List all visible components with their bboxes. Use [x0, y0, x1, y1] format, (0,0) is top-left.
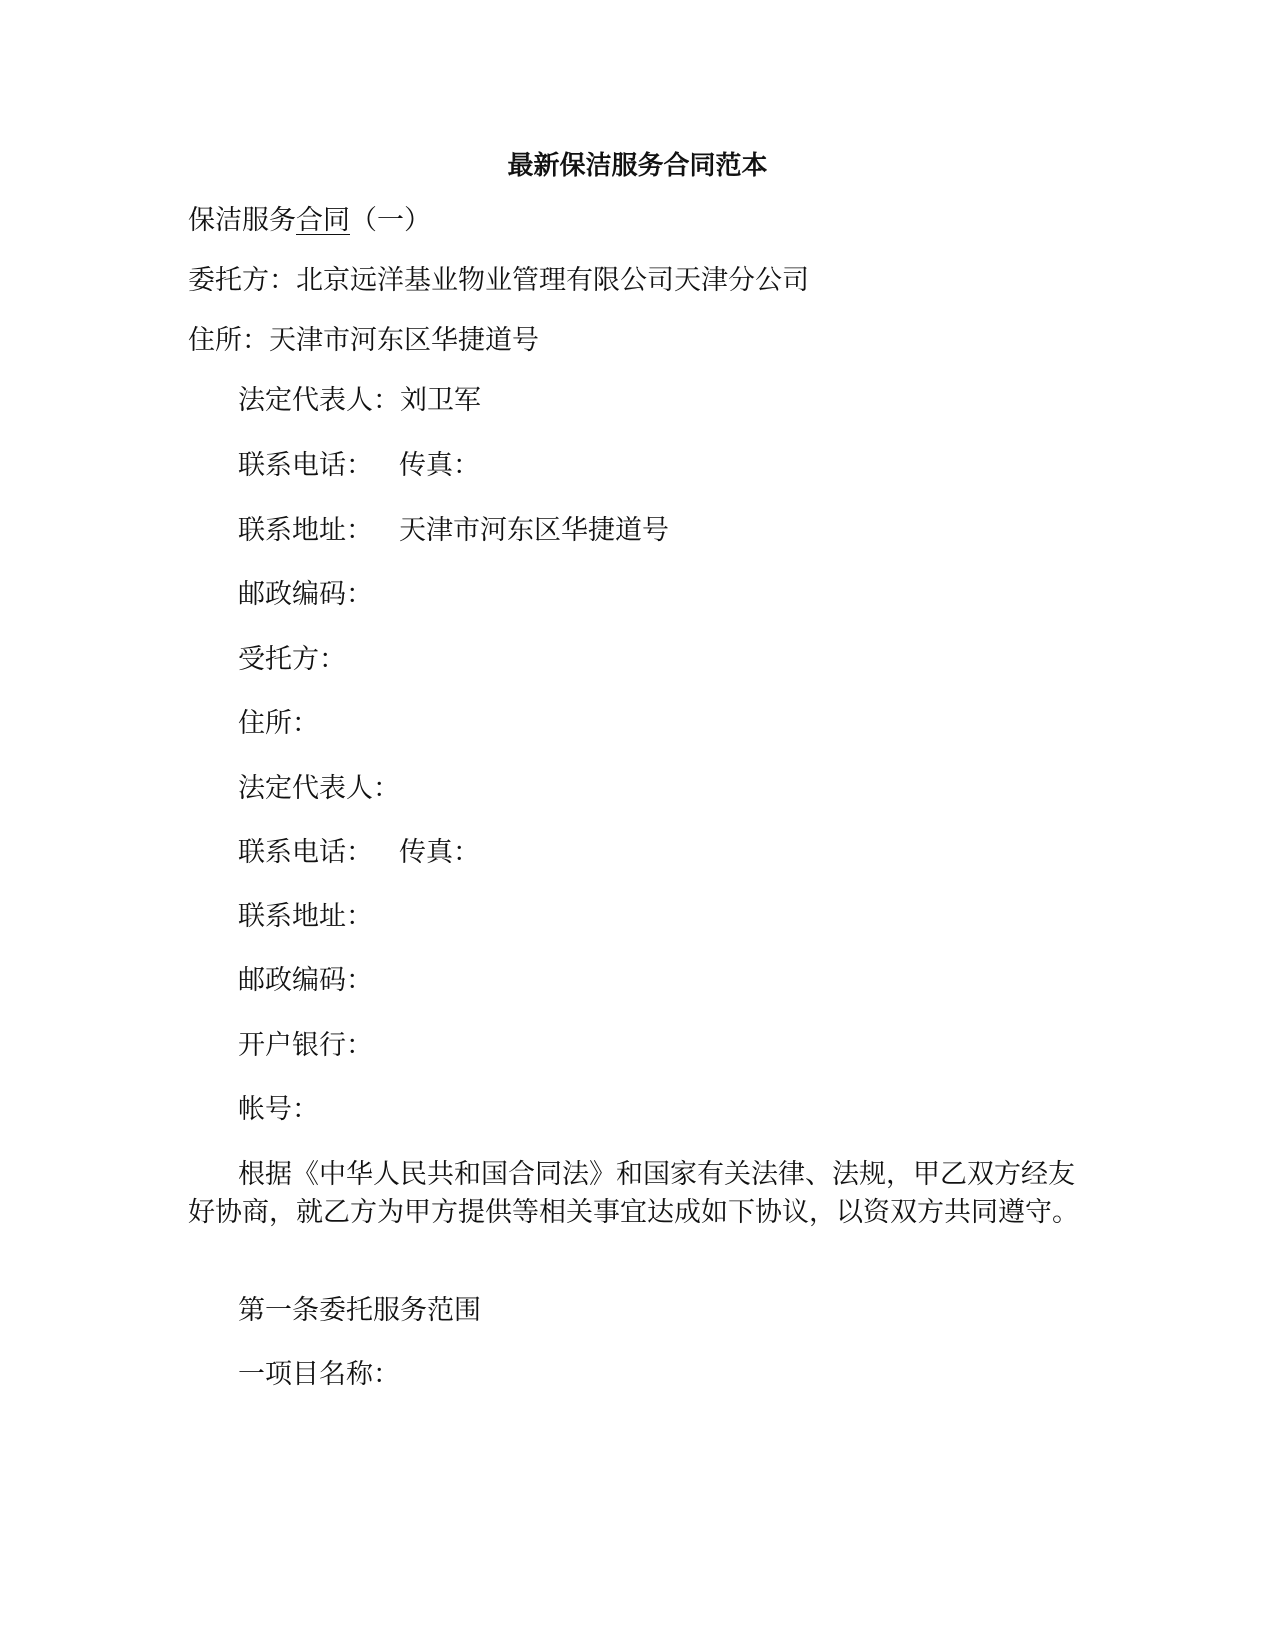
- contractor-legal-rep: 法定代表人：: [238, 773, 400, 804]
- contract-heading-suffix: （一）: [350, 205, 431, 236]
- contractor-bank: 开户银行：: [238, 1030, 373, 1061]
- client-contact-address-value: 天津市河东区华捷道号: [399, 515, 669, 546]
- contractor-phone-fax: [238, 835, 480, 871]
- client-phone-label: 联系电话：: [238, 450, 373, 481]
- client-line: 委托方：北京远洋基业物业管理有限公司天津分公司: [188, 265, 809, 296]
- client-fax-label: 传真：: [399, 450, 480, 481]
- client-contact-address: [238, 513, 669, 549]
- contractor-postcode: 邮政编码：: [238, 965, 373, 996]
- contractor-label: 受托方：: [238, 644, 346, 675]
- article-1-title: 第一条委托服务范围: [238, 1295, 481, 1326]
- contractor-phone-label: 联系电话：: [238, 837, 373, 868]
- client-address-line: 住所：天津市河东区华捷道号: [188, 325, 539, 356]
- contract-heading: [188, 203, 431, 239]
- client-contact-address-label: 联系地址：: [238, 515, 373, 546]
- contractor-contact-address: 联系地址：: [238, 901, 373, 932]
- contractor-fax-label: 传真：: [399, 837, 480, 868]
- client-postcode: 邮政编码：: [238, 579, 373, 610]
- client-phone-fax: [238, 448, 480, 484]
- contract-link[interactable]: 合同: [296, 205, 350, 236]
- contractor-address: 住所：: [238, 708, 319, 739]
- document-title: 最新保洁服务合同范本: [507, 151, 768, 181]
- preamble-paragraph: 根据《中华人民共和国合同法》和国家有关法律、法规，甲乙双方经友好协商，就乙方为甲方提供等相关事宜达成如下协议，以资双方共同遵守。: [188, 1159, 1079, 1228]
- contractor-account: 帐号：: [238, 1094, 319, 1125]
- article-1-item-1: 一项目名称：: [238, 1359, 400, 1390]
- client-legal-rep: 法定代表人：刘卫军: [238, 385, 481, 416]
- contract-heading-prefix: 保洁服务: [188, 205, 296, 236]
